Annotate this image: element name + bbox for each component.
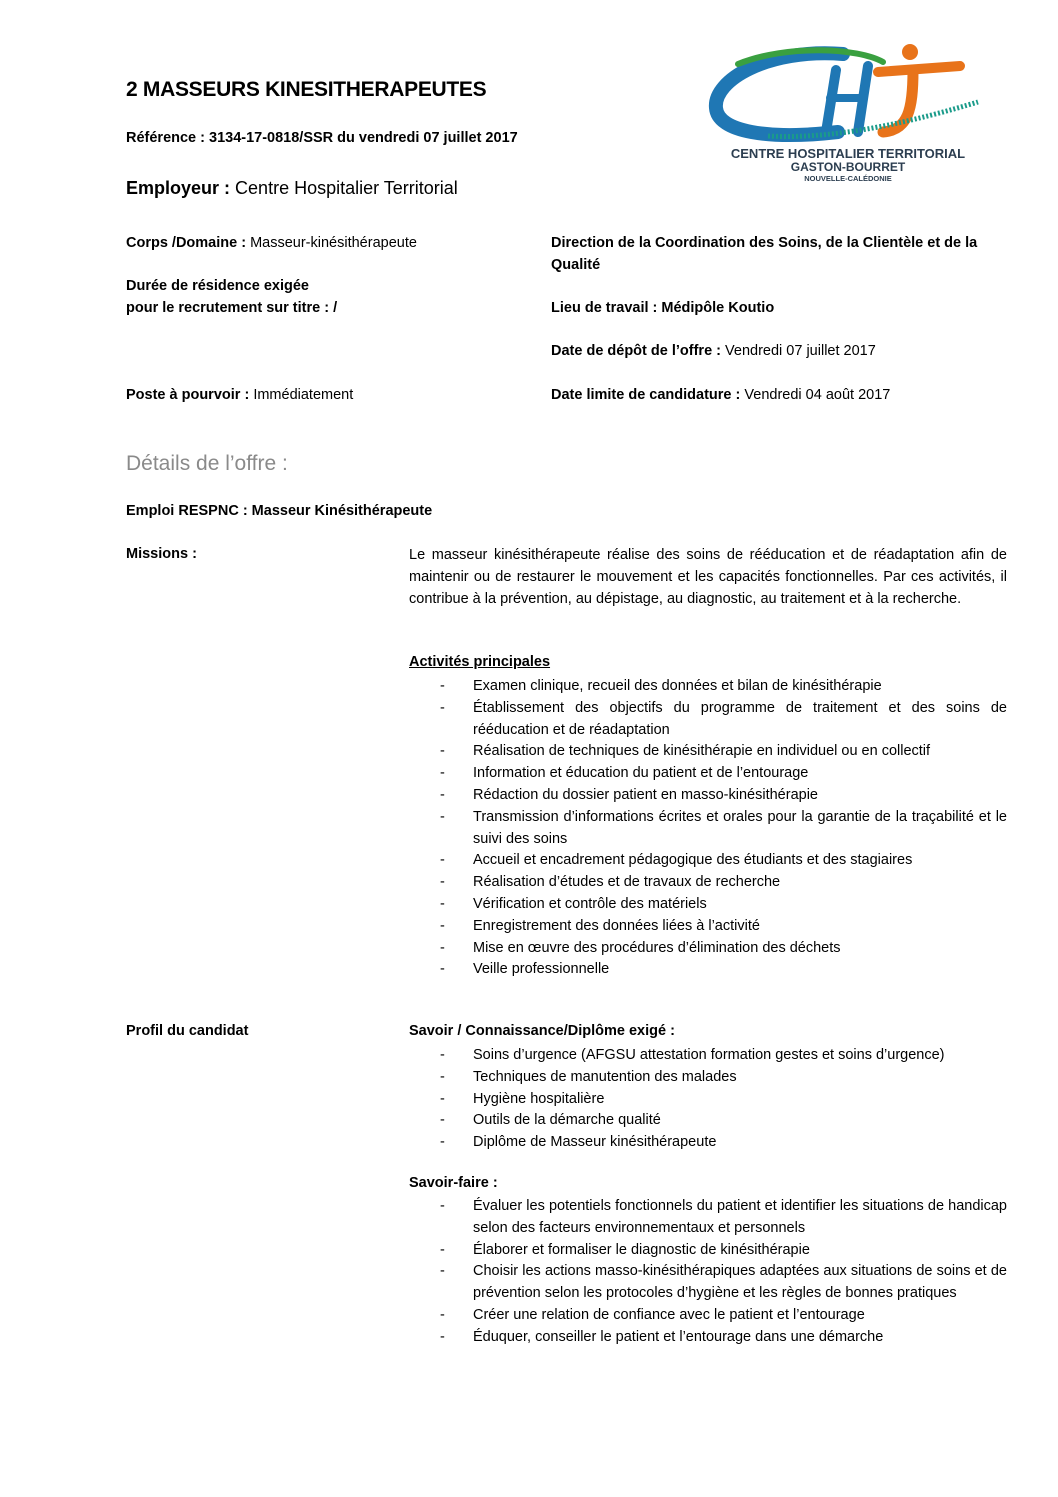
dash-bullet: - bbox=[440, 1328, 445, 1345]
missions-label: Missions : bbox=[126, 546, 197, 562]
dash-bullet: - bbox=[440, 1198, 445, 1214]
logo-line3: NOUVELLE-CALÉDONIE bbox=[804, 174, 892, 183]
duree-value: / bbox=[333, 299, 338, 316]
activites-heading: Activités principales bbox=[409, 654, 551, 670]
activites-list bbox=[409, 676, 1007, 981]
list-item bbox=[409, 1110, 1007, 1132]
hospital-logo bbox=[708, 40, 988, 190]
dash-bullet: - bbox=[440, 895, 445, 912]
dash-bullet: - bbox=[440, 1241, 445, 1258]
list-item-text: Créer une relation de confiance avec le patient et l’entourage bbox=[473, 1306, 865, 1323]
duree-label-2: pour le recrutement sur titre : bbox=[126, 299, 330, 316]
date-depot-label: Date de dépôt de l’offre : bbox=[551, 343, 721, 359]
dash-bullet: - bbox=[440, 961, 445, 978]
savoir-list bbox=[409, 1045, 1007, 1154]
dash-bullet: - bbox=[440, 678, 445, 694]
poste-a-pourvoir bbox=[126, 385, 353, 407]
list-item-text: Techniques de manutention des malades bbox=[473, 1068, 737, 1085]
list-item bbox=[409, 1067, 1007, 1089]
dash-bullet: - bbox=[440, 765, 445, 782]
dash-bullet: - bbox=[440, 1090, 445, 1107]
employer-label: Employeur : bbox=[126, 178, 231, 198]
list-item bbox=[409, 1261, 1007, 1305]
corps-label: Corps /Domaine : bbox=[126, 235, 247, 251]
list-item bbox=[409, 676, 1007, 698]
list-item bbox=[409, 959, 1007, 981]
reference: Référence : 3134-17-0818/SSR du vendredi 07 juillet 2017 bbox=[126, 130, 518, 146]
details-heading: Détails de l’offre : bbox=[126, 452, 288, 475]
missions-text: Le masseur kinésithérapeute réalise des soins de rééducation et de réadaptation afin de maintenir ou de restaurer le mouvement et les capacités fonctionnelles. Par ces activités, il contribue à la prévention, au dépistage, au diagnostic, au traitement et à la recherche. bbox=[409, 547, 1007, 607]
list-item-text: Information et éducation du patient et de l’entourage bbox=[473, 765, 809, 782]
list-item bbox=[409, 1305, 1007, 1327]
poste-label: Poste à pourvoir : bbox=[126, 387, 250, 403]
list-item-text: Diplôme de Masseur kinésithérapeute bbox=[473, 1134, 717, 1151]
logo-line2: GASTON-BOURRET bbox=[790, 160, 906, 174]
dash-bullet: - bbox=[440, 917, 445, 934]
dash-bullet: - bbox=[440, 1112, 445, 1129]
list-item bbox=[409, 1240, 1007, 1262]
employer-value: Centre Hospitalier Territorial bbox=[235, 178, 458, 198]
date-limite-label: Date limite de candidature : bbox=[551, 387, 741, 403]
lieu-travail bbox=[551, 298, 774, 320]
list-item-text: Hygiène hospitalière bbox=[473, 1090, 605, 1107]
list-item bbox=[409, 850, 1007, 872]
list-item-text: Transmission d’informations écrites et orales pour la garantie de la traçabilité et le suivi des soins bbox=[473, 808, 1007, 847]
dash-bullet: - bbox=[440, 1068, 445, 1085]
list-item bbox=[409, 763, 1007, 785]
date-depot-value: Vendredi 07 juillet 2017 bbox=[725, 343, 876, 359]
dash-bullet: - bbox=[440, 939, 445, 956]
dash-bullet: - bbox=[440, 1134, 445, 1151]
chtgb-logo-icon bbox=[708, 40, 988, 190]
list-item-text: Soins d’urgence (AFGSU attestation formation gestes et soins d’urgence) bbox=[473, 1047, 945, 1063]
list-item bbox=[409, 1132, 1007, 1154]
list-item-text: Vérification et contrôle des matériels bbox=[473, 895, 707, 912]
direction-value: Direction de la Coordination des Soins, de la Clientèle et de la Qualité bbox=[551, 235, 978, 273]
list-item-text: Élaborer et formaliser le diagnostic de kinésithérapie bbox=[473, 1241, 810, 1258]
page-title: 2 MASSEURS KINESITHERAPEUTES bbox=[126, 78, 487, 101]
date-limite bbox=[551, 385, 890, 407]
list-item-text: Accueil et encadrement pédagogique des étudiants et des stagiaires bbox=[473, 852, 913, 869]
list-item bbox=[409, 916, 1007, 938]
list-item bbox=[409, 894, 1007, 916]
list-item-text: Outils de la démarche qualité bbox=[473, 1112, 661, 1129]
savoir-heading: Savoir / Connaissance/Diplôme exigé : bbox=[409, 1023, 675, 1039]
lieu-label: Lieu de travail : bbox=[551, 300, 658, 316]
dash-bullet: - bbox=[440, 852, 445, 869]
dash-bullet: - bbox=[440, 1263, 445, 1280]
list-item bbox=[409, 741, 1007, 763]
savoir-faire-list bbox=[409, 1196, 1007, 1349]
direction bbox=[551, 233, 981, 276]
poste-value: Immédiatement bbox=[253, 387, 354, 403]
profil-label: Profil du candidat bbox=[126, 1023, 249, 1039]
list-item bbox=[409, 1327, 1007, 1349]
list-item-text: Examen clinique, recueil des données et bilan de kinésithérapie bbox=[473, 678, 882, 694]
list-item bbox=[409, 785, 1007, 807]
list-item-text: Réalisation de techniques de kinésithérapie en individuel ou en collectif bbox=[473, 743, 931, 760]
dash-bullet: - bbox=[440, 786, 445, 803]
dash-bullet: - bbox=[440, 874, 445, 891]
dash-bullet: - bbox=[440, 1047, 445, 1063]
list-item-text: Mise en œuvre des procédures d’élimination des déchets bbox=[473, 939, 841, 956]
list-item-text: Réalisation d’études et de travaux de recherche bbox=[473, 874, 781, 891]
duree-label-1: Durée de résidence exigée bbox=[126, 278, 309, 294]
dash-bullet: - bbox=[440, 1306, 445, 1323]
emploi-respnc: Emploi RESPNC : Masseur Kinésithérapeute bbox=[126, 503, 433, 519]
list-item-text: Enregistrement des données liées à l’activité bbox=[473, 917, 760, 934]
list-item bbox=[409, 1196, 1007, 1240]
duree-residence bbox=[126, 276, 337, 319]
list-item bbox=[409, 872, 1007, 894]
list-item bbox=[409, 1089, 1007, 1111]
dash-bullet: - bbox=[440, 743, 445, 760]
logo-line1: CENTRE HOSPITALIER TERRITORIAL bbox=[730, 146, 966, 161]
list-item-text: Établissement des objectifs du programme de traitement et des soins de rééducation et de réadaptation bbox=[473, 699, 1007, 738]
dash-bullet: - bbox=[440, 699, 445, 716]
list-item-text: Évaluer les potentiels fonctionnels du patient et identifier les situations de handicap selon des facteurs environnementaux et personnels bbox=[473, 1198, 1007, 1236]
list-item-text: Rédaction du dossier patient en masso-kinésithérapie bbox=[473, 786, 818, 803]
corps-domaine bbox=[126, 233, 417, 255]
list-item bbox=[409, 938, 1007, 960]
dash-bullet: - bbox=[440, 808, 445, 825]
list-item bbox=[409, 807, 1007, 851]
date-limite-value: Vendredi 04 août 2017 bbox=[744, 387, 891, 403]
corps-value: Masseur-kinésithérapeute bbox=[250, 235, 417, 251]
lieu-value: Médipôle Koutio bbox=[661, 300, 775, 316]
date-depot bbox=[551, 341, 876, 363]
list-item bbox=[409, 1045, 1007, 1067]
list-item bbox=[409, 698, 1007, 742]
employer bbox=[126, 178, 458, 199]
list-item-text: Choisir les actions masso-kinésithérapiques adaptées aux situations de soins et de prévention selon les protocoles d’hygiène et les règles de bonnes pratiques bbox=[473, 1263, 1007, 1302]
savoir-faire-heading: Savoir-faire : bbox=[409, 1175, 498, 1191]
list-item-text: Éduquer, conseiller le patient et l’entourage dans une démarche bbox=[473, 1328, 884, 1345]
list-item-text: Veille professionnelle bbox=[473, 961, 610, 978]
